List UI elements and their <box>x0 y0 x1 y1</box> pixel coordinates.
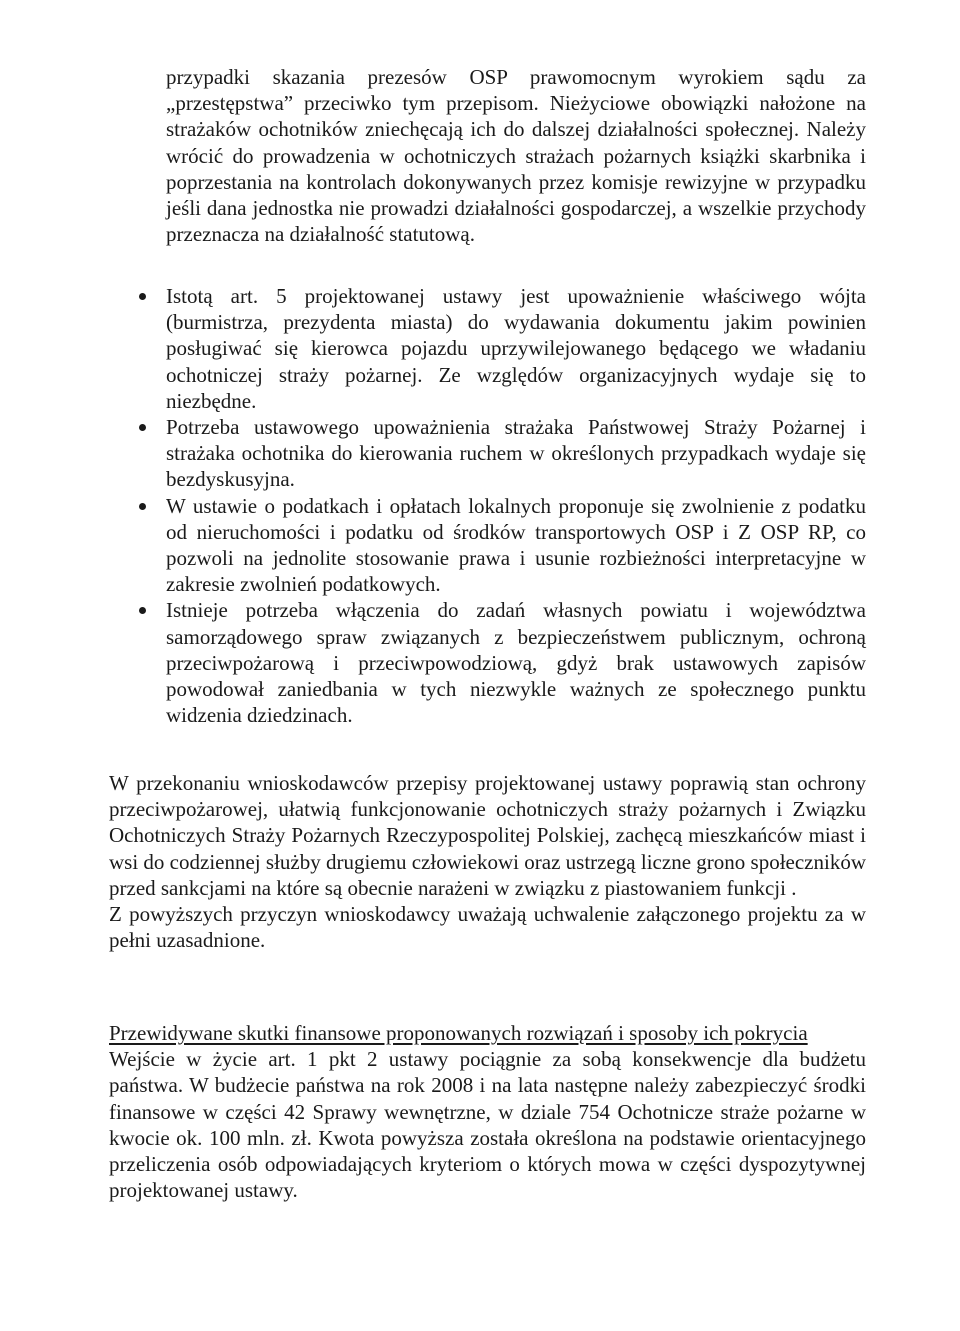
bullet-text-3: W ustawie o podatkach i opłatach lokalnych proponuje się zwolnienie z podatku od nieruchomości i podatku od środków transportowych OSP i Z OSP RP, co pozwoli na jednolite stosowanie prawa i usunie rozbieżności interpretacyjne w zakresie zwolnień podatkowych. <box>166 493 866 597</box>
finance-paragraph: Wejście w życie art. 1 pkt 2 ustawy pociągnie za sobą konsekwencje dla budżetu państwa. W budżecie państwa na rok 2008 i na lata następne należy zabezpieczyć środki finansowe w części 42 Sprawy wewnętrzne, w dziale 754 Ochotnicze straże pożarne w kwocie ok. 100 mln. zł. Kwota powyższa została określona na podstawie orientacyjnego przeliczenia osób odpowiadających kryteriom o których mowa w części dyspozytywnej projektowanej ustawy. <box>109 1047 866 1203</box>
bullet-text-4: Istnieje potrzeba włączenia do zadań własnych powiatu i województwa samorządowego spraw związanych z bezpieczeństwem publicznym, ochroną przeciwpożarową i przeciwpowodziową, gdyż brak ustawowych zapisów powodował zaniedbania w tych niezwykle ważnych ze społecznego punktu widzenia dziedzinach. <box>166 598 866 728</box>
conclusion-paragraph-1: W przekonaniu wnioskodawców przepisy projektowanej ustawy poprawią stan ochrony przeciwpożarowej, ułatwią funkcjonowanie ochotniczych straży pożarnych i Związku Ochotniczych Straży Pożarnych Rzeczypospolitej Polskiej, zachęcą mieszkańców miast i wsi do codziennej służby drugiemu człowiekowi oraz ustrzegą liczne grono społeczników przed sankcjami na które są obecnie narażeni w związku z piastowaniem funkcji . <box>109 771 866 900</box>
intro-paragraph-block <box>166 64 866 247</box>
bullet-item-2 <box>166 414 866 493</box>
bullet-text-2: Potrzeba ustawowego upoważnienia strażaka Państwowej Straży Pożarnej i strażaka ochotnika do kierowania ruchem w określonych przypadkach wydaje się bezdyskusyjna. <box>166 415 866 492</box>
bullet-item-1 <box>166 283 866 414</box>
bullet-item-3 <box>166 493 866 598</box>
bullet-dot-icon <box>139 607 146 614</box>
conclusion-block <box>109 770 866 953</box>
bullet-dot-icon <box>139 503 146 510</box>
bullet-list <box>166 283 866 728</box>
conclusion-paragraph-2: Z powyższych przyczyn wnioskodawcy uważają uchwalenie załączonego projektu za w pełni uzasadnione. <box>109 902 866 953</box>
finance-heading: Przewidywane skutki finansowe proponowanych rozwiązań i sposoby ich pokrycia <box>109 1021 808 1045</box>
intro-paragraph: przypadki skazania prezesów OSP prawomocnym wyrokiem sądu za „przestępstwa” przeciwko tym przepisom. Nieżyciowe obowiązki nałożone na strażaków ochotników zniechęcają ich do dalszej działalności społecznej. Należy wrócić do prowadzenia w ochotniczych strażach pożarnych książki skarbnika i poprzestania na kontrolach dokonywanych przez komisje rewizyjne w przypadku jeśli dana jednostka nie prowadzi działalności gospodarczej, a wszelkie przychody przeznacza na działalność statutową. <box>166 65 866 247</box>
finance-section <box>109 1020 866 1203</box>
bullet-item-4 <box>166 597 866 728</box>
bullet-dot-icon <box>139 293 146 300</box>
bullet-text-1: Istotą art. 5 projektowanej ustawy jest upoważnienie właściwego wójta (burmistrza, prezydenta miasta) do wydawania dokumentu jakim powinien posługiwać się kierowca pojazdu uprzywilejowanego będącego we władaniu ochotniczej straży pożarnej. Ze względów organizacyjnych wydaje się to niezbędne. <box>166 284 866 413</box>
bullet-dot-icon <box>139 424 146 431</box>
